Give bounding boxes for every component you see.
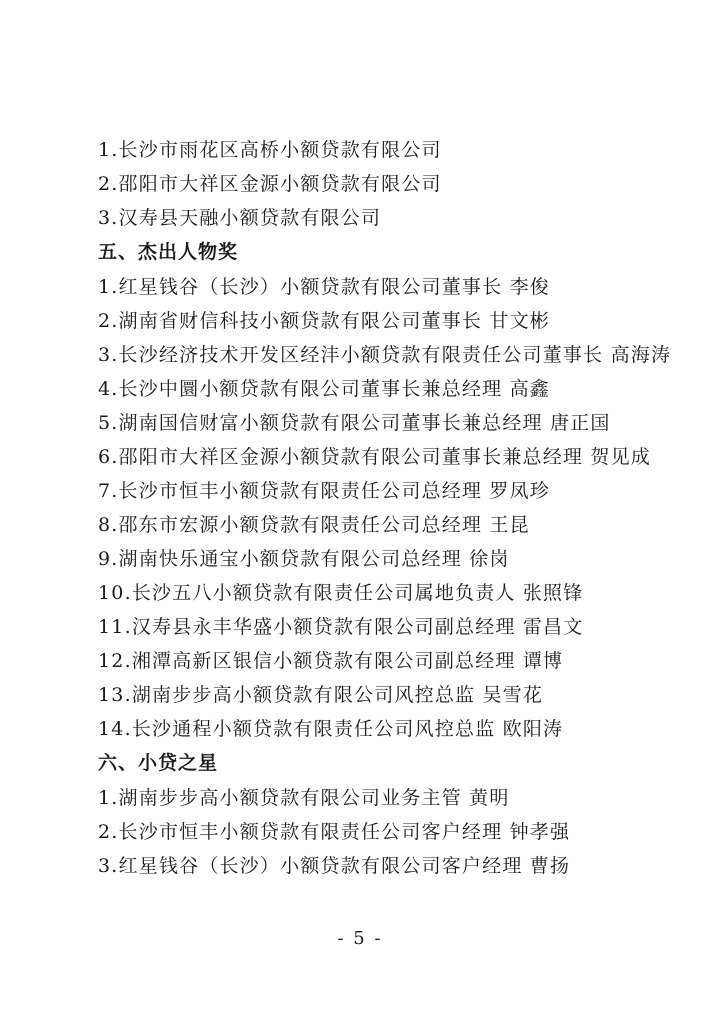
award-item: 2.长沙市恒丰小额贷款有限责任公司客户经理 钟孝强 — [98, 821, 571, 843]
award-item: 7.长沙市恒丰小额贷款有限责任公司总经理 罗凤珍 — [98, 480, 550, 502]
award-item: 1.长沙市雨花区高桥小额贷款有限公司 — [98, 139, 442, 161]
award-item: 1.红星钱谷（长沙）小额贷款有限公司董事长 李俊 — [98, 276, 550, 298]
award-item: 11.汉寿县永丰华盛小额贷款有限公司副总经理 雷昌文 — [98, 616, 584, 638]
section-heading-outstanding-person: 五、杰出人物奖 — [98, 241, 239, 263]
award-item: 2.邵阳市大祥区金源小额贷款有限公司 — [98, 173, 442, 195]
award-item: 5.湖南国信财富小额贷款有限公司董事长兼总经理 唐正国 — [98, 412, 611, 434]
page-number: - 5 - — [337, 928, 383, 949]
award-item: 13.湖南步步高小额贷款有限公司风控总监 吴雪花 — [98, 684, 544, 706]
award-item: 14.长沙通程小额贷款有限责任公司风控总监 欧阳涛 — [98, 718, 564, 740]
section-heading-loan-star: 六、小贷之星 — [98, 752, 219, 774]
award-item: 4.长沙中圜小额贷款有限公司董事长兼总经理 高鑫 — [98, 378, 550, 400]
award-item: 9.湖南快乐通宝小额贷款有限公司总经理 徐岗 — [98, 548, 510, 570]
award-item: 3.汉寿县天融小额贷款有限公司 — [98, 207, 382, 229]
award-item: 2.湖南省财信科技小额贷款有限公司董事长 甘文彬 — [98, 310, 550, 332]
award-item: 6.邵阳市大祥区金源小额贷款有限公司董事长兼总经理 贺见成 — [98, 446, 651, 468]
award-item: 12.湘潭高新区银信小额贷款有限公司副总经理 谭博 — [98, 650, 564, 672]
award-item: 3.长沙经济技术开发区经沣小额贷款有限责任公司董事长 高海涛 — [98, 344, 672, 366]
award-item: 8.邵东市宏源小额贷款有限责任公司总经理 王昆 — [98, 514, 530, 536]
award-item: 10.长沙五八小额贷款有限责任公司属地负责人 张照锋 — [98, 582, 584, 604]
award-item: 1.湖南步步高小额贷款有限公司业务主管 黄明 — [98, 787, 510, 809]
award-item: 3.红星钱谷（长沙）小额贷款有限公司客户经理 曹扬 — [98, 855, 571, 877]
